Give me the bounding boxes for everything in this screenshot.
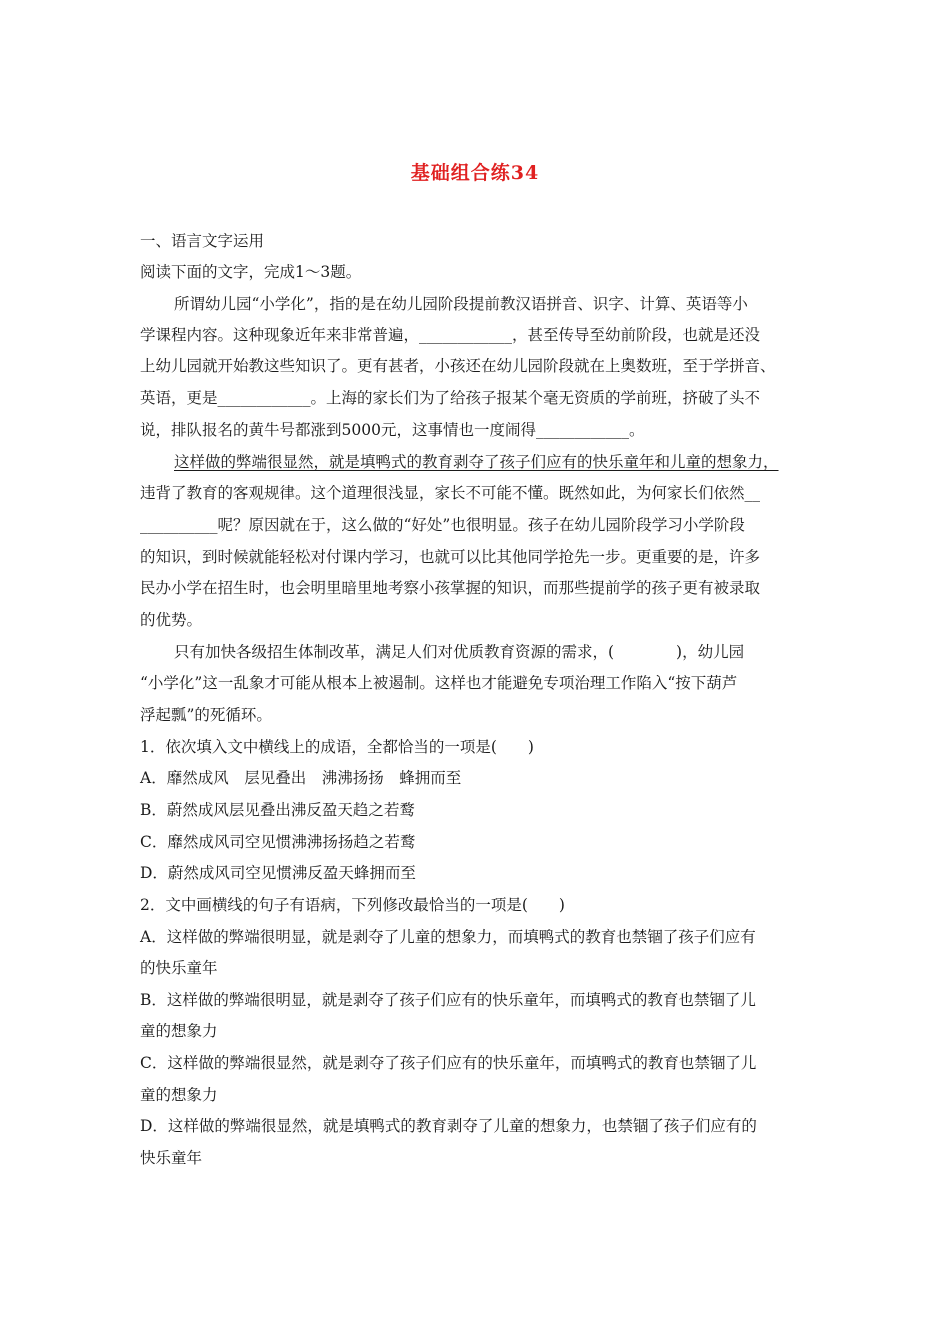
question-2-option-c-cont: 童的想象力 xyxy=(140,1086,218,1104)
passage-line: 的知识，到时候就能轻松对付课内学习，也就可以比其他同学抢先一步。更重要的是，许多 xyxy=(140,548,761,566)
passage-line: 浮起瓢”的死循环。 xyxy=(140,706,272,724)
passage-line: __________呢？原因就在于，这么做的“好处”也很明显。孩子在幼儿园阶段学习小学阶段 xyxy=(140,516,745,534)
question-2-option-d-cont: 快乐童年 xyxy=(140,1149,203,1167)
question-2-option-b: B．这样做的弊端很明显，就是剥夺了孩子们应有的快乐童年，而填鸭式的教育也禁锢了儿 xyxy=(140,991,756,1009)
passage-line: 英语，更是____________。上海的家长们为了给孩子报某个毫无资质的学前班，挤破了头不 xyxy=(140,389,761,407)
underlined-sentence xyxy=(174,452,854,472)
passage-line: 民办小学在招生时，也会明里暗里地考察小孩掌握的知识，而那些提前学的孩子更有被录取 xyxy=(140,579,761,597)
passage-line: 上幼儿园就开始教这些知识了。更有甚者，小孩还在幼儿园阶段就在上奥数班，至于学拼音、 xyxy=(140,357,776,375)
question-2-stem: 2．文中画横线的句子有语病，下列修改最恰当的一项是( ) xyxy=(140,896,565,914)
underlined-text: 这样做的弊端很显然，就是填鸭式的教育剥夺了孩子们应有的快乐童年和儿童的想象力， xyxy=(174,453,779,471)
question-1-option-c: C．靡然成风司空见惯沸沸扬扬趋之若鹜 xyxy=(140,833,416,851)
section-heading: 一、语言文字运用 xyxy=(140,232,265,250)
question-1-option-a: A．靡然成风 层见叠出 沸沸扬扬 蜂拥而至 xyxy=(140,769,462,787)
page-title: 基础组合练34 xyxy=(410,162,540,184)
passage-line: “小学化”这一乱象才可能从根本上被遏制。这样也才能避免专项治理工作陷入“按下葫芦 xyxy=(140,674,738,692)
passage-line: 的优势。 xyxy=(140,611,203,629)
question-2-option-a: A．这样做的弊端很明显，就是剥夺了儿童的想象力，而填鸭式的教育也禁锢了孩子们应有 xyxy=(140,928,756,946)
passage-line: 违背了教育的客观规律。这个道理很浅显，家长不可能不懂。既然如此，为何家长们依然__ xyxy=(140,484,761,502)
instruction-text: 阅读下面的文字，完成1～3题。 xyxy=(140,263,362,281)
passage-line: 所谓幼儿园“小学化”，指的是在幼儿园阶段提前教汉语拼音、识字、计算、英语等小 xyxy=(174,295,748,313)
question-1-stem: 1．依次填入文中横线上的成语，全都恰当的一项是( ) xyxy=(140,738,534,756)
question-2-option-a-cont: 的快乐童年 xyxy=(140,959,218,977)
question-2-option-c: C．这样做的弊端很显然，就是剥夺了孩子们应有的快乐童年，而填鸭式的教育也禁锢了儿 xyxy=(140,1054,757,1072)
question-1-option-b: B．蔚然成风层见叠出沸反盈天趋之若鹜 xyxy=(140,801,415,819)
passage-line: 学课程内容。这种现象近年来非常普遍，____________，甚至传导至幼前阶段，也就是还没 xyxy=(140,326,761,344)
question-2-option-d: D．这样做的弊端很显然，就是填鸭式的教育剥夺了儿童的想象力，也禁锢了孩子们应有的 xyxy=(140,1117,757,1135)
question-2-option-b-cont: 童的想象力 xyxy=(140,1022,218,1040)
passage-line: 只有加快各级招生体制改革，满足人们对优质教育资源的需求，( )，幼儿园 xyxy=(174,643,745,661)
passage-line: 说，排队报名的黄牛号都涨到5000元，这事情也一度闹得____________。 xyxy=(140,421,645,439)
question-1-option-d: D．蔚然成风司空见惯沸反盈天蜂拥而至 xyxy=(140,864,416,882)
